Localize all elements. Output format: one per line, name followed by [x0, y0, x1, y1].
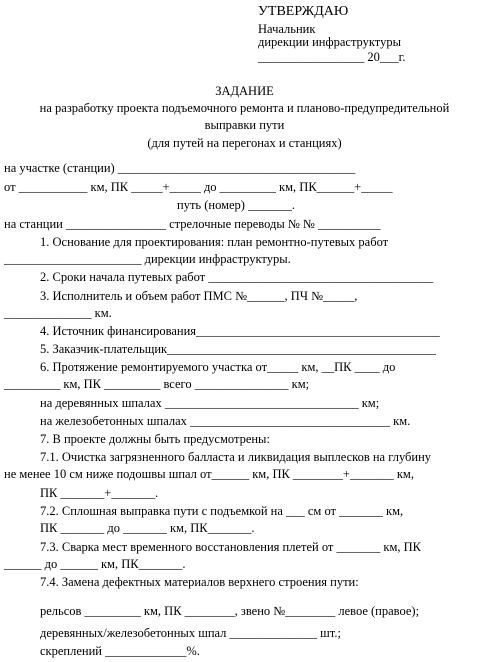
item-3-executor: 3. Исполнитель и объем работ ПМС №______, ПЧ №_____,	[40, 289, 358, 303]
item-6-wooden-sleepers: на деревянных шпалах _______________________________ км;	[40, 396, 380, 410]
section-km-range: от ___________ км, ПК _____+_____ до _________ км, ПК______+_____	[4, 180, 393, 194]
section-track-number: путь (номер) _______.	[177, 198, 295, 212]
task-title: ЗАДАНИЕ	[215, 84, 274, 98]
item-7-4-rails: рельсов _________ км, ПК ________, звено №________ левое (правое);	[40, 604, 420, 618]
item-7-4-sleepers: деревянных/железобетонных шпал ______________ шт.;	[40, 626, 341, 640]
item-7-4-fasteners: скреплений _____________%.	[40, 644, 200, 658]
item-1-basis-cont: ______________________ дирекции инфраструктуры.	[4, 252, 291, 266]
task-subtitle-1: на разработку проекта подъемочного ремонта и планово-предупредительной	[39, 101, 450, 115]
item-7-3-welding: 7.3. Сварка мест временного восстановления плетей от _______ км, ПК	[40, 540, 421, 554]
item-1-basis: 1. Основание для проектирования: план ремонтно-путевых работ	[40, 235, 389, 249]
approval-title: УТВЕРЖДАЮ	[258, 4, 349, 19]
item-7-2-alignment-pk: ПК _______ до _______ км, ПК_______.	[40, 521, 255, 535]
item-7-header: 7. В проекте должны быть предусмотрены:	[40, 432, 270, 446]
item-7-2-alignment: 7.2. Сплошная выправка пути с подъемкой на ___ см от _______ км,	[40, 504, 404, 518]
task-subtitle-3: (для путей на перегонах и станциях)	[147, 136, 342, 150]
approval-department: дирекции инфраструктуры	[258, 35, 401, 49]
item-7-1-cleaning: 7.1. Очистка загрязненного балласта и ликвидация выплесков на глубину	[40, 450, 432, 464]
item-7-1-cleaning-cont: не менее 10 см ниже подошвы шпал от______ км, ПК ________+_______ км,	[4, 467, 414, 481]
approval-signature-date: _________________ 20___г.	[258, 50, 406, 64]
task-subtitle-2: выправки пути	[204, 118, 285, 132]
item-7-4-replacement: 7.4. Замена дефектных материалов верхнего строения пути:	[40, 575, 359, 589]
item-6-length-cont: _________ км, ПК _________ всего _______________ км;	[4, 377, 310, 391]
item-7-1-cleaning-pk: ПК _______+_______.	[40, 486, 159, 500]
approval-position: Начальник	[258, 22, 316, 36]
item-2-dates: 2. Сроки начала путевых работ ____________________________________	[40, 270, 434, 284]
item-7-3-welding-cont: ______ до ______ км, ПК_______.	[4, 557, 186, 571]
item-4-funding: 4. Источник финансирования_______________________________________	[40, 324, 440, 338]
section-location: на участке (станции) ______________________________________	[4, 161, 356, 175]
item-6-length: 6. Протяжение ремонтируемого участка от_____ км, __ПК ____ до	[40, 360, 396, 374]
section-station-switches: на станции ________________ стрелочные переводы № № __________	[4, 217, 381, 231]
item-6-concrete-sleepers: на железобетонных шпалах ________________________________ км.	[40, 414, 411, 428]
item-3-executor-cont: ______________ км.	[4, 306, 112, 320]
item-5-customer: 5. Заказчик-плательщик___________________________________________	[40, 342, 436, 356]
